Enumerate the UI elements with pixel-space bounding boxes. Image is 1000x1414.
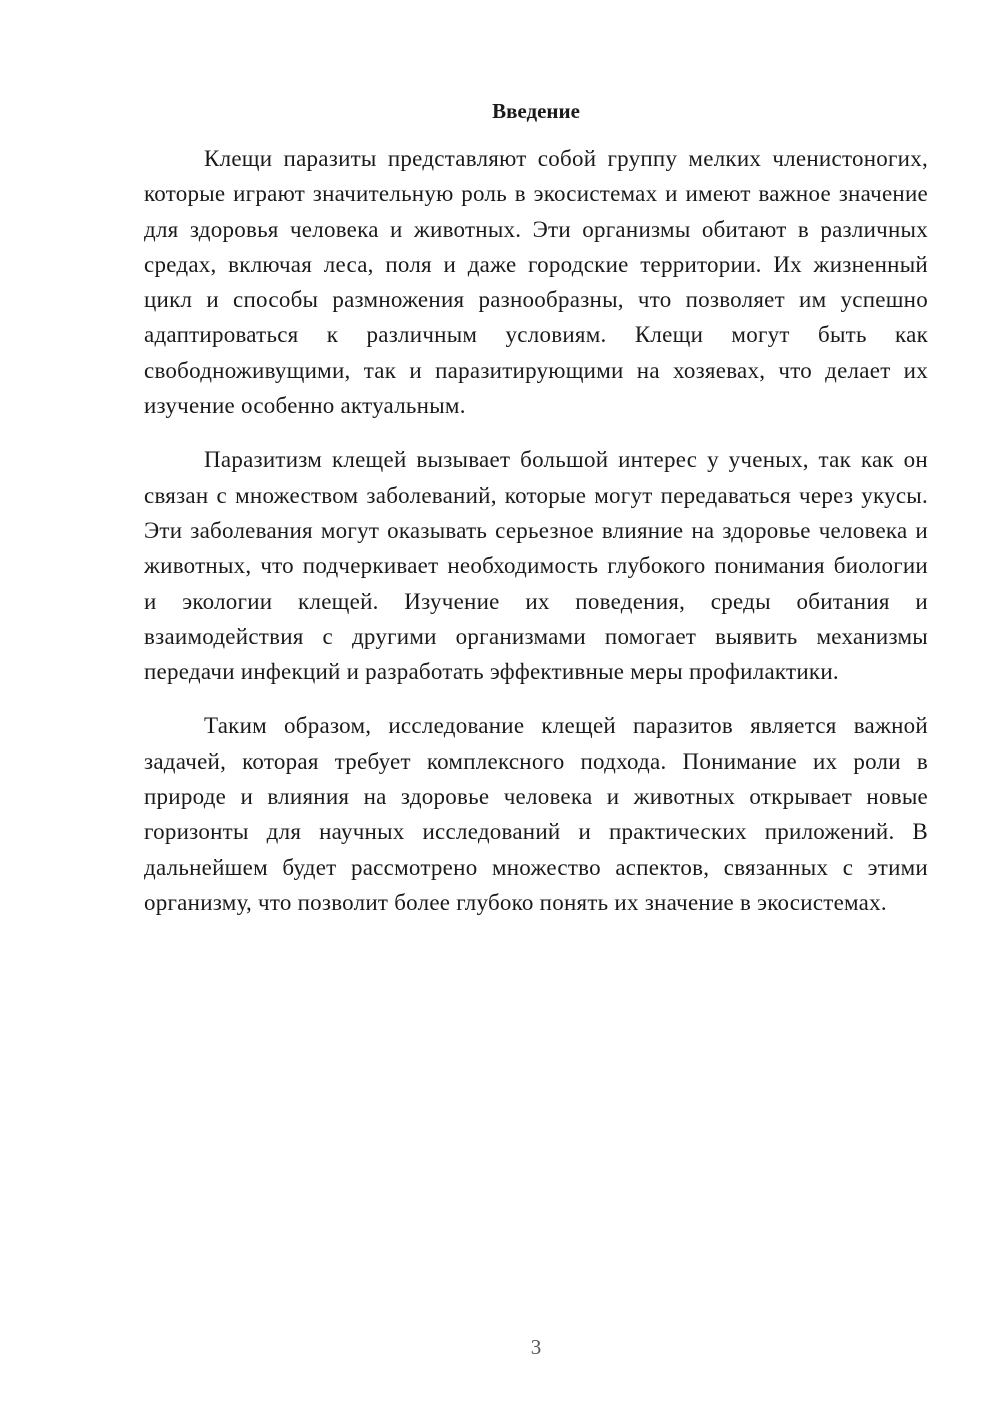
page-number: 3 [530,1335,542,1359]
body-text [144,141,928,939]
paragraph-3: Таким образом, исследование клещей паразитов является важной задачей, которая требует комплексного подхода. Понимание их роли в природе и влияния на здоровье человека и животных открывает новые горизонты для научных исследований и практических приложений. В дальнейшем будет рассмотрено множество аспектов, связанных с этими организму, что позволит более глубоко понять их значение в экосистемах. [144,713,928,915]
section-heading: Введение [492,99,580,123]
paragraph-2: Паразитизм клещей вызывает большой интерес у ученых, так как он связан с множеством заболеваний, которые могут передаваться через укусы. Эти заболевания могут оказывать серьезное влияние на здоровье человека и животных, что подчеркивает необходимость глубокого понимания биологии и экологии клещей. Изучение их поведения, среды обитания и взаимодействия с другими организмами помогает выявить механизмы передачи инфекций и разработать эффективные меры профилактики. [144,447,928,685]
paragraph-1: Клещи паразиты представляют собой группу мелких членистоногих, которые играют значительную роль в экосистемах и имеют важное значение для здоровья человека и животных. Эти организмы обитают в различных средах, включая леса, поля и даже городские территории. Их жизненный цикл и способы размножения разнообразны, что позволяет им успешно адаптироваться к различным условиям. Клещи могут быть как свободноживущими, так и паразитирующими на хозяевах, что делает их изучение особенно актуальным. [144,146,928,419]
